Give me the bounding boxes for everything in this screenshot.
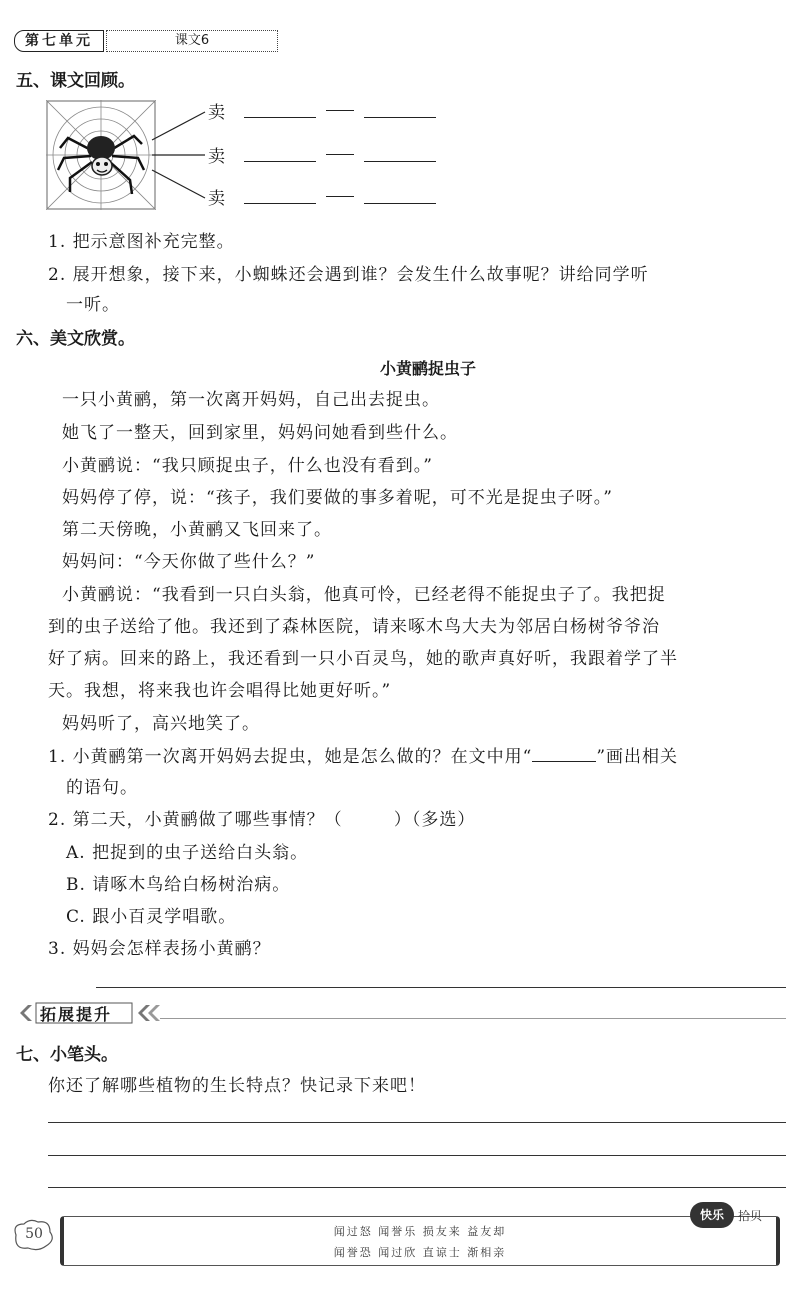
unit-label: 第七单元 <box>14 30 104 52</box>
paragraph-long-l1: 小黄鹂说：“我看到一只白头翁，他真可怜，已经老得不能捉虫子了。我把捉 <box>62 585 666 605</box>
writing-line <box>48 1122 786 1123</box>
dash <box>326 154 354 155</box>
extension-banner <box>18 1001 158 1023</box>
mai-char: 卖 <box>208 147 225 167</box>
footer-box <box>60 1216 780 1266</box>
s7-prompt: 你还了解哪些植物的生长特点？快记录下来吧！ <box>48 1076 426 1096</box>
paragraph-long-l3: 好了病。回来的路上，我还看到一只小百灵鸟，她的歌声真好听，我跟着学了半 <box>48 649 678 669</box>
s6-question-2: 2. 第二天，小黄鹂做了哪些事情？（ ）（多选） <box>48 810 476 830</box>
connector-lines <box>150 100 210 210</box>
blank-line <box>244 117 316 118</box>
paragraph: 妈妈问：“今天你做了些什么？” <box>62 552 316 572</box>
mai-char: 卖 <box>208 103 225 123</box>
s6-question-3: 3. 妈妈会怎样表扬小黄鹂？ <box>48 939 271 959</box>
logo-text: 拾贝 <box>738 1209 763 1223</box>
mai-char: 卖 <box>208 189 225 209</box>
lesson-label: 课文6 <box>106 30 278 52</box>
s6-question-1: 1. 小黄鹂第一次离开妈妈去捉虫，她是怎么做的？在文中用“ ”画出相关 <box>48 747 679 767</box>
s5-question-2-cont: 一听。 <box>66 295 120 315</box>
underline-sample <box>532 761 596 762</box>
fill-row-3 <box>208 184 436 209</box>
answer-line <box>96 987 786 988</box>
blank-line <box>364 117 436 118</box>
writing-line <box>48 1155 786 1156</box>
paragraph: 一只小黄鹂，第一次离开妈妈，自己出去捉虫。 <box>62 390 440 410</box>
banner-divider <box>160 1018 786 1019</box>
blank-line <box>364 161 436 162</box>
paragraph: 第二天傍晚，小黄鹂又飞回来了。 <box>62 520 332 540</box>
s6-question-1-cont: 的语句。 <box>66 778 138 798</box>
logo-badge: 快乐 <box>690 1202 734 1228</box>
article-title: 小黄鹂捉虫子 <box>380 359 477 378</box>
paragraph-long-l2: 到的虫子送给了他。我还到了森林医院，请来啄木鸟大夫为邻居白杨树爷爷治 <box>48 617 660 637</box>
section7-heading: 七、小笔头。 <box>16 1045 118 1065</box>
s5-question-1: 1. 把示意图补充完整。 <box>48 232 235 252</box>
banner-label: 拓展提升 <box>40 1005 113 1024</box>
s5-question-2: 2. 展开想象，接下来，小蜘蛛还会遇到谁？会发生什么故事呢？讲给同学听 <box>48 265 649 285</box>
section5-heading: 五、课文回顾。 <box>16 71 135 91</box>
footer-line-1: 闻过怒 闻誉乐 损友来 益友却 <box>333 1225 507 1238</box>
page-header <box>14 30 279 52</box>
spider-web-icon <box>46 100 156 210</box>
paragraph: 小黄鹂说：“我只顾捉虫子，什么也没有看到。” <box>62 456 433 476</box>
dash <box>326 196 354 197</box>
dash <box>326 110 354 111</box>
section6-heading: 六、美文欣赏。 <box>16 329 135 349</box>
page-number: 50 <box>25 1226 43 1242</box>
option-b: B. 请啄木鸟给白杨树治病。 <box>66 875 291 895</box>
blank-line <box>364 203 436 204</box>
fill-row-2 <box>208 142 436 167</box>
writing-line <box>48 1187 786 1188</box>
paragraph: 妈妈停了停，说：“孩子，我们要做的事多着呢，可不光是捉虫子呀。” <box>62 488 613 508</box>
option-c: C. 跟小百灵学唱歌。 <box>66 907 237 927</box>
blank-line <box>244 203 316 204</box>
footer-line-2: 闻誉恐 闻过欣 直谅士 渐相亲 <box>333 1246 507 1259</box>
blank-line <box>244 161 316 162</box>
option-a: A. 把捉到的虫子送给白头翁。 <box>66 843 309 863</box>
fill-row-1 <box>208 98 436 123</box>
paragraph: 她飞了一整天，回到家里，妈妈问她看到些什么。 <box>62 423 458 443</box>
paragraph: 妈妈听了，高兴地笑了。 <box>62 714 260 734</box>
paragraph-long-l4: 天。我想，将来我也许会唱得比她更好听。” <box>48 681 392 701</box>
